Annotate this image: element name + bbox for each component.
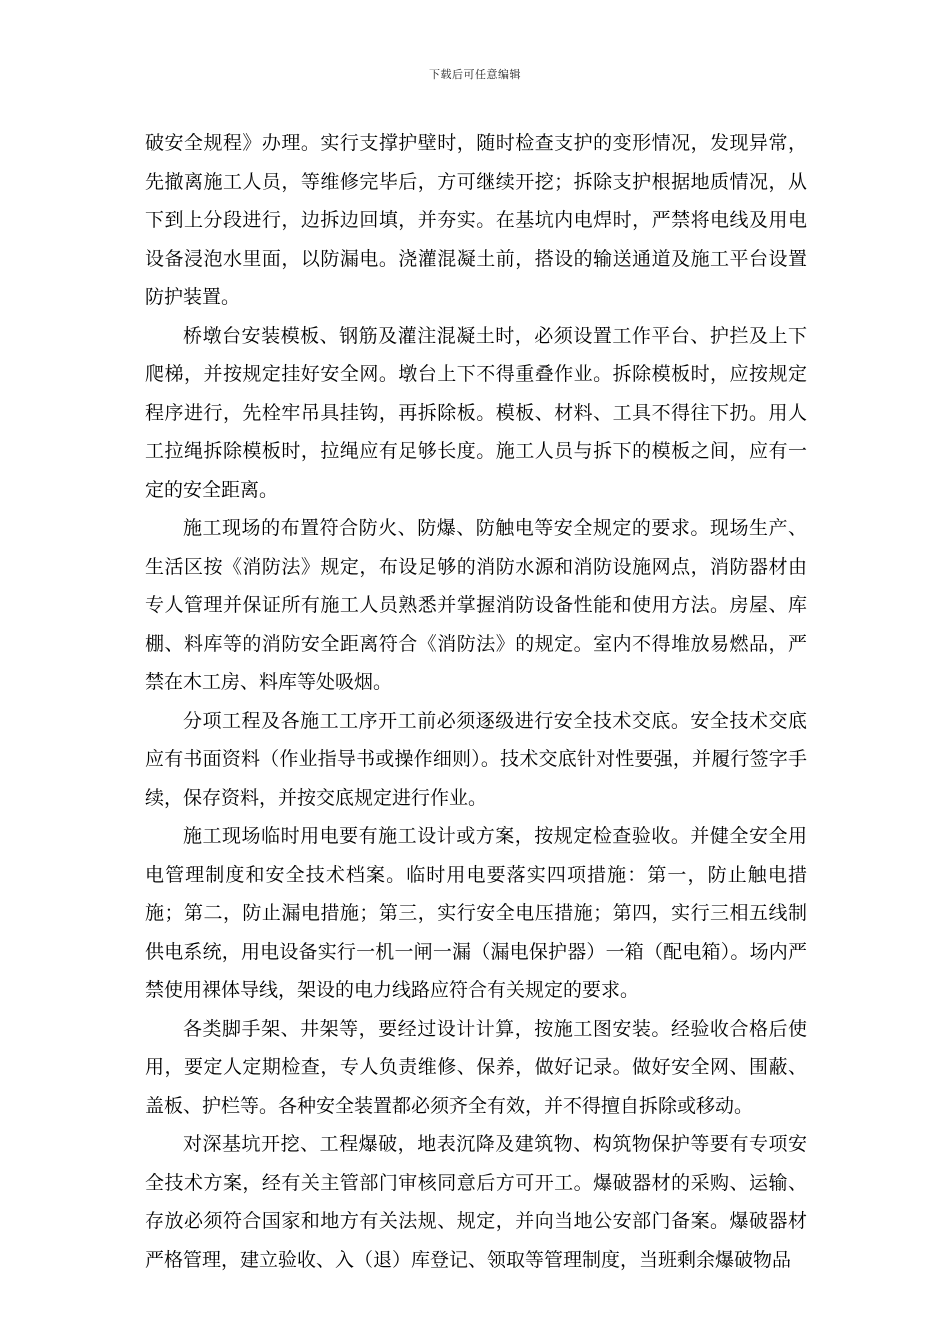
document-body (145, 124, 807, 1279)
paragraph: 施工现场临时用电要有施工设计或方案，按规定检查验收。并健全安全用电管理制度和安全技术档案。临时用电要落实四项措施：第一，防止触电措施；第二，防止漏电措施；第三，实行安全电压措施；第四，实行三相五线制供电系统，用电设备实行一机一闸一漏（漏电保护器）一箱（配电箱）。场内严禁使用裸体导线，架设的电力线路应符合有关规定的要求。 (145, 825, 807, 1001)
paragraph: 各类脚手架、井架等，要经过设计计算，按施工图安装。经验收合格后使用，要定人定期检查，专人负责维修、保养，做好记录。做好安全网、围蔽、盖板、护栏等。各种安全装置都必须齐全有效，并不得擅自拆除或移动。 (145, 1017, 807, 1117)
page-header: 下载后可任意编辑 (429, 68, 521, 81)
paragraph: 施工现场的布置符合防火、防爆、防触电等安全规定的要求。现场生产、生活区按《消防法》规定，布设足够的消防水源和消防设施网点，消防器材由专人管理并保证所有施工人员熟悉并掌握消防设备性能和使用方法。房屋、库棚、料库等的消防安全距离符合《消防法》的规定。室内不得堆放易燃品，严禁在木工房、料库等处吸烟。 (145, 517, 807, 693)
paragraph-continued: 破安全规程》办理。实行支撑护壁时，随时检查支护的变形情况，发现异常，先撤离施工人员，等维修完毕后，方可继续开挖；拆除支护根据地质情况，从下到上分段进行，边拆边回填，并夯实。在基坑内电焊时，严禁将电线及用电设备浸泡水里面，以防漏电。浇灌混凝土前，搭设的输送通道及施工平台设置防护装置。 (145, 132, 807, 308)
paragraph: 分项工程及各施工工序开工前必须逐级进行安全技术交底。安全技术交底应有书面资料（作业指导书或操作细则）。技术交底针对性要强，并履行签字手续，保存资料，并按交底规定进行作业。 (145, 709, 807, 809)
paragraph: 桥墩台安装模板、钢筋及灌注混凝土时，必须设置工作平台、护拦及上下爬梯，并按规定挂好安全网。墩台上下不得重叠作业。拆除模板时，应按规定程序进行，先栓牢吊具挂钩，再拆除板。模板、材料、工具不得往下扔。用人工拉绳拆除模板时，拉绳应有足够长度。施工人员与拆下的模板之间，应有一定的安全距离。 (145, 324, 807, 501)
paragraph: 对深基坑开挖、工程爆破，地表沉降及建筑物、构筑物保护等要有专项安全技术方案，经有关主管部门审核同意后方可开工。爆破器材的采购、运输、存放必须符合国家和地方有关法规、规定，并向当地公安部门备案。爆破器材严格管理，建立验收、入（退）库登记、领取等管理制度，当班剩余爆破物品 (145, 1133, 807, 1271)
